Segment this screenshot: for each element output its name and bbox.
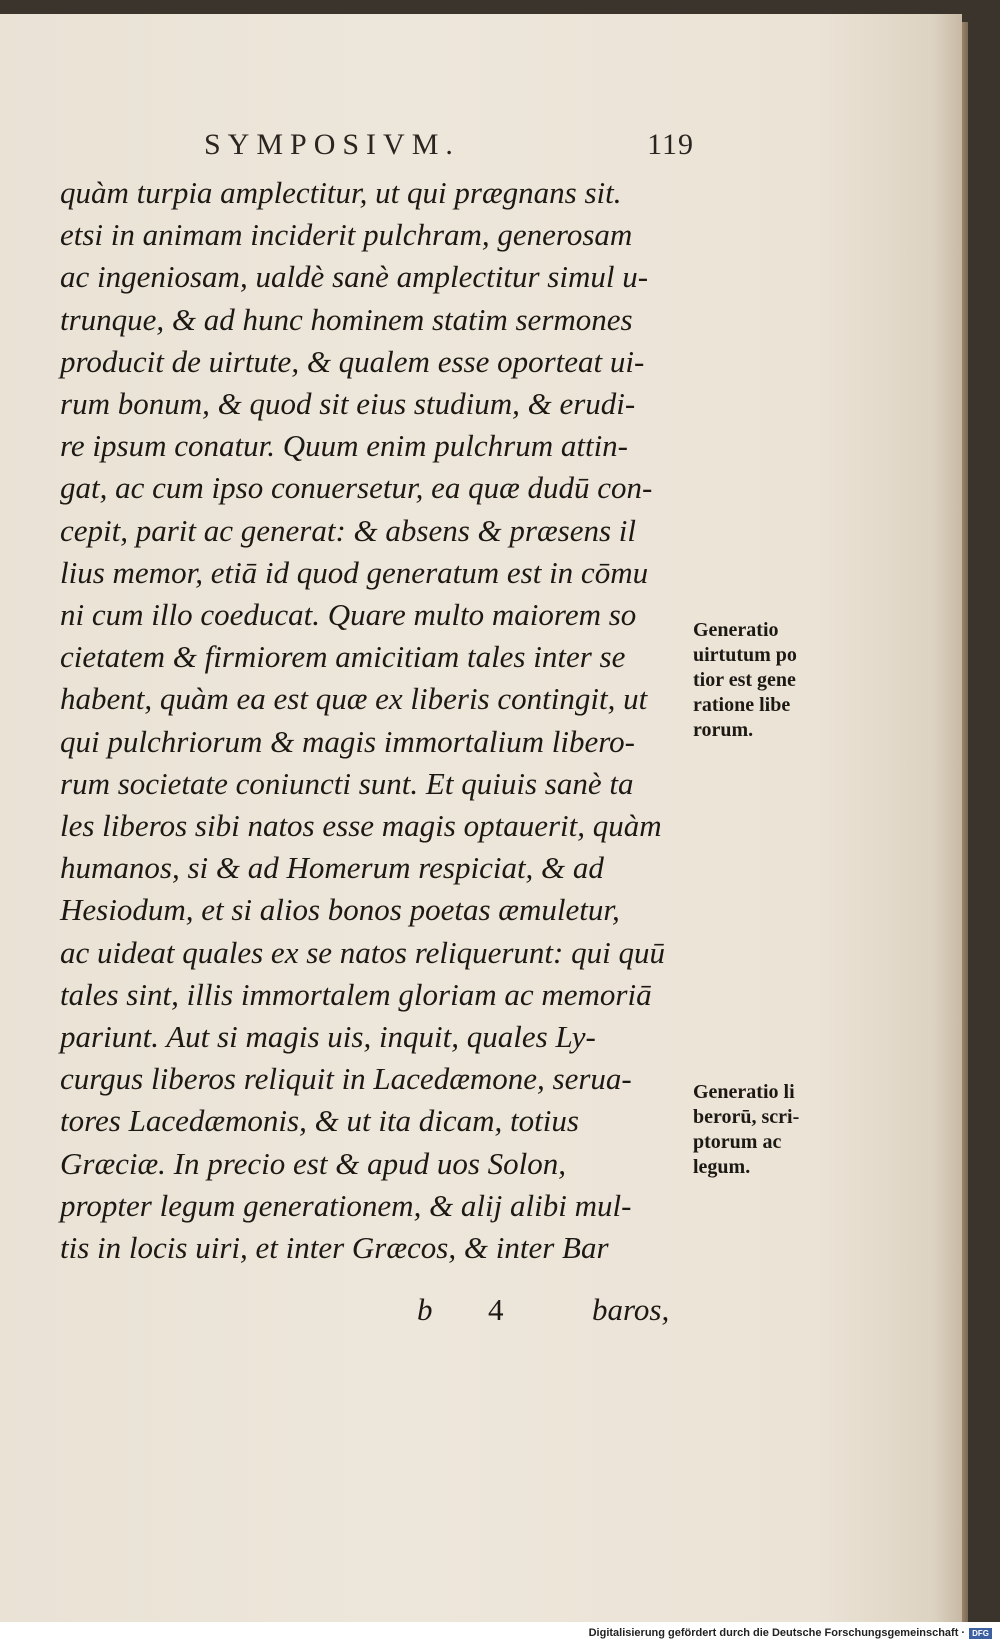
text-line: cepit, parit ac generat: & absens & præsens il — [60, 512, 637, 548]
text-line: qui pulchriorum & magis immortalium libero- — [60, 723, 635, 759]
margin-note-line: legum. — [693, 1156, 751, 1178]
margin-note — [693, 1080, 843, 1180]
text-line: tores Lacedæmonis, & ut ita dicam, totius — [60, 1103, 579, 1139]
text-line: tis in locis uiri, et inter Græcos, & inter Bar — [60, 1230, 609, 1266]
book-page — [0, 14, 962, 1624]
footer-text: Digitalisierung gefördert durch die Deutsche Forschungsgemeinschaft · — [588, 1627, 966, 1639]
text-line: tales sint, illis immortalem gloriam ac memoriā — [60, 976, 652, 1012]
dfg-logo: DFG — [969, 1628, 992, 1639]
text-line: gat, ac cum ipso conuersetur, ea quæ dudū con- — [60, 470, 653, 506]
margin-note — [693, 618, 843, 743]
margin-note-line: Generatio li — [693, 1081, 795, 1103]
margin-note-line: berorū, scri- — [693, 1106, 800, 1128]
margin-note-line: uirtutum po — [693, 644, 797, 666]
running-title: SYMPOSIVM. — [204, 128, 460, 161]
text-line: rum bonum, & quod sit eius studium, & erudi- — [60, 386, 636, 422]
text-line: cietatem & firmiorem amicitiam tales inter se — [60, 639, 626, 675]
text-line: pariunt. Aut si magis uis, inquit, quales Ly- — [60, 1019, 596, 1055]
text-line: habent, quàm ea est quæ ex liberis contingit, ut — [60, 681, 648, 717]
text-line: producit de uirtute, & qualem esse oporteat ui- — [60, 343, 645, 379]
text-line: humanos, si & ad Homerum respiciat, & ad — [60, 850, 604, 886]
text-line: Græciæ. In precio est & apud uos Solon, — [60, 1145, 567, 1181]
text-line: lius memor, etiā id quod generatum est in cōmu — [60, 554, 649, 590]
text-line: trunque, & ad hunc hominem statim sermones — [60, 301, 633, 337]
text-line: les liberos sibi natos esse magis optauerit, quàm — [60, 808, 662, 844]
text-line: re ipsum conatur. Quum enim pulchrum attin- — [60, 428, 629, 464]
text-line: ac ingeniosam, ualdè sanè amplectitur simul u- — [60, 259, 649, 295]
signature-mark: b — [417, 1292, 433, 1327]
catchword: baros, — [592, 1292, 670, 1327]
text-line: rum societate coniuncti sunt. Et quiuis sanè ta — [60, 765, 634, 801]
text-line: Hesiodum, et si alios bonos poetas æmuletur, — [60, 892, 620, 928]
text-line: curgus liberos reliquit in Lacedæmone, serua- — [60, 1061, 632, 1097]
margin-note-line: Generatio — [693, 619, 779, 641]
text-line: propter legum generationem, & alij alibi mul- — [60, 1187, 632, 1223]
main-text — [60, 172, 690, 1269]
text-line: etsi in animam inciderit pulchram, generosam — [60, 217, 633, 253]
page-number: 119 — [647, 128, 694, 161]
margin-note-line: rorum. — [693, 719, 754, 741]
margin-note-line: tior est gene — [693, 669, 796, 691]
funding-footer — [0, 1622, 1000, 1644]
signature-number: 4 — [488, 1292, 504, 1327]
text-line: ac uideat quales ex se natos reliquerunt: qui quū — [60, 934, 665, 970]
text-line: quàm turpia amplectitur, ut qui prægnans sit. — [60, 175, 622, 210]
margin-note-line: ratione libe — [693, 694, 791, 716]
running-header — [204, 128, 694, 162]
margin-note-line: ptorum ac — [693, 1131, 782, 1153]
text-line: ni cum illo coeducat. Quare multo maiorem so — [60, 597, 637, 633]
